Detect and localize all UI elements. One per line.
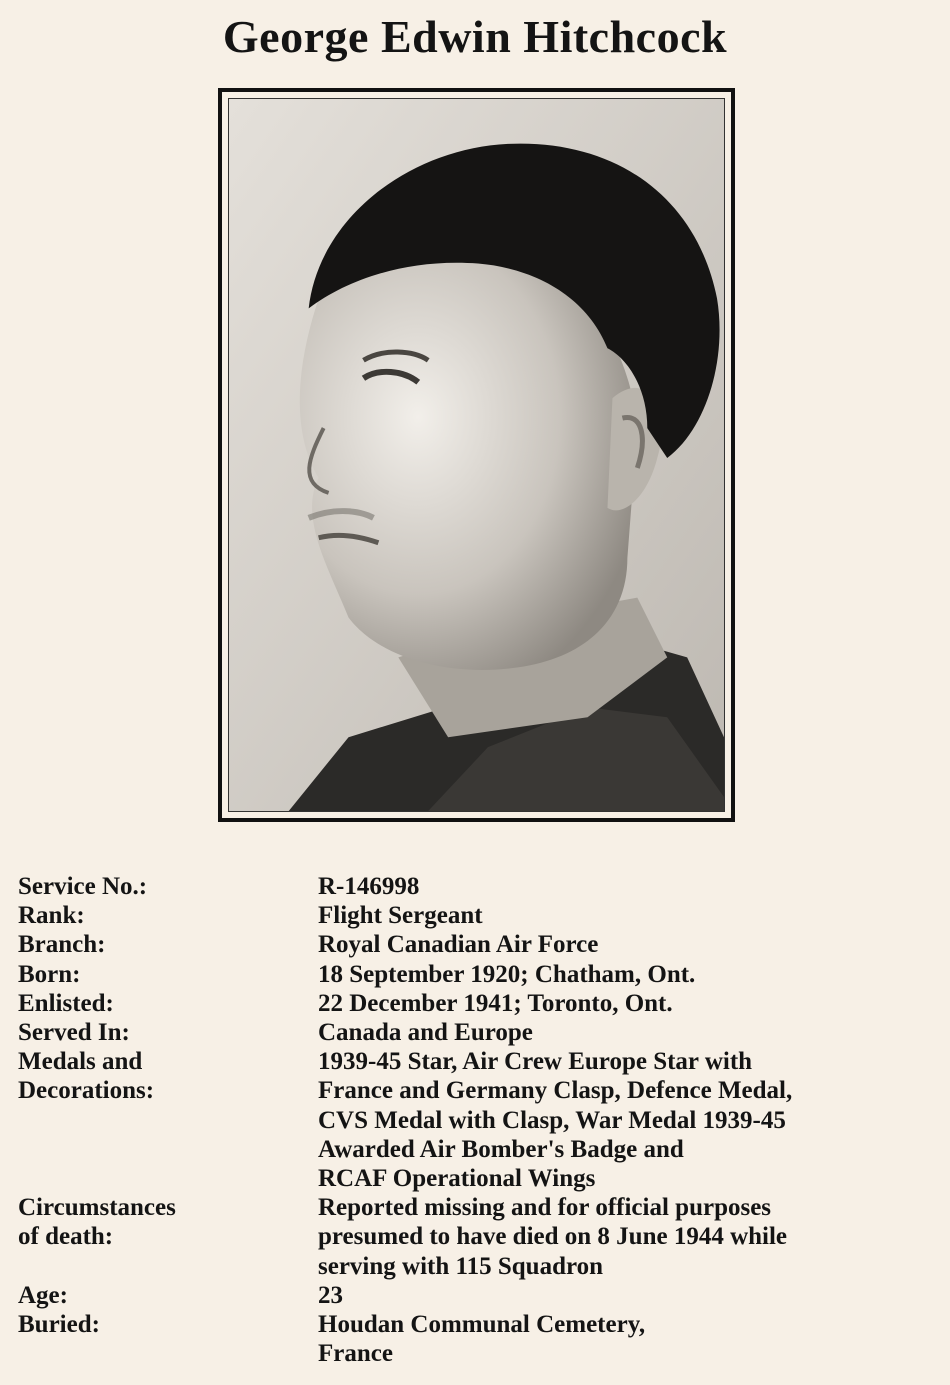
- record-row-service-no: [18, 872, 938, 901]
- record-value: 22 December 1941; Toronto, Ont.: [318, 989, 673, 1017]
- record-value: 23: [318, 1281, 343, 1309]
- record-label: Rank:: [18, 902, 85, 930]
- record-label: Branch:: [18, 931, 106, 959]
- record-value: R-146998: [318, 873, 420, 900]
- record-row-buried: [18, 1310, 938, 1368]
- record-row-enlisted: [18, 989, 938, 1018]
- record-label: Medals and Decorations:: [18, 1048, 155, 1105]
- record-value: Flight Sergeant: [318, 902, 483, 930]
- record-row-born: [18, 960, 938, 989]
- record-label: Circumstances of death:: [18, 1194, 176, 1251]
- portrait-illustration: [229, 99, 724, 811]
- record-row-age: [18, 1281, 938, 1310]
- record-label: Enlisted:: [18, 989, 114, 1017]
- record-row-served-in: [18, 1018, 938, 1047]
- record-value: Reported missing and for official purposes presumed to have died on 8 June 1944 while serving with 115 Squadron: [318, 1194, 788, 1280]
- record-label: Buried:: [18, 1311, 100, 1339]
- record-value: Houdan Communal Cemetery, France: [318, 1311, 646, 1368]
- record-label: Served In:: [18, 1019, 130, 1047]
- record-row-circumstances: [18, 1193, 938, 1281]
- record-row-branch: [18, 930, 938, 959]
- record-value: 1939-45 Star, Air Crew Europe Star with France and Germany Clasp, Defence Medal, CVS Medal with Clasp, War Medal 1939-45 Awarded Air Bomber's Badge and RCAF Operational Wings: [318, 1048, 793, 1193]
- record-row-medals: [18, 1047, 938, 1193]
- record-label: Age:: [18, 1281, 68, 1309]
- photo-frame: [218, 88, 735, 822]
- record-row-rank: [18, 901, 938, 930]
- record-label: Service No.:: [18, 873, 148, 900]
- record-value: 18 September 1920; Chatham, Ont.: [318, 960, 696, 988]
- record-label: Born:: [18, 960, 81, 988]
- record-value: Royal Canadian Air Force: [318, 931, 599, 959]
- portrait-photo: [228, 98, 725, 812]
- record-value: Canada and Europe: [318, 1019, 533, 1047]
- service-details: [18, 872, 938, 1368]
- page-title: George Edwin Hitchcock: [222, 11, 728, 62]
